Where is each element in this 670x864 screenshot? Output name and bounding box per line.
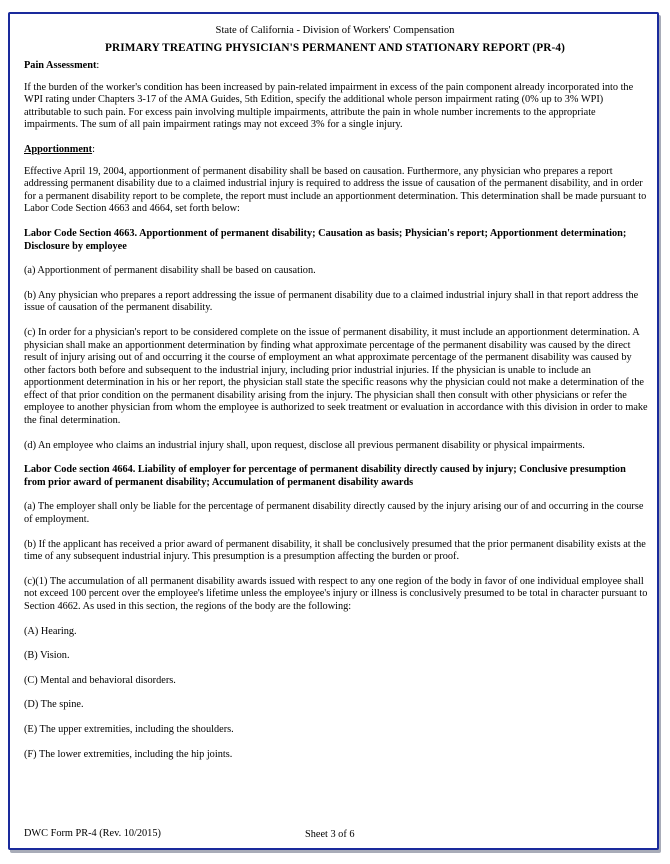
section-4663-c: (c) In order for a physician's report to be considered complete on the issue of permanent disability, it must include an apportionment determination. A physician shall make an apportionment determination by finding what approximate percentage of the permanent disability was caused by the direct result of injury arising out of and occurring it the course of employment an what approximate percentage of the permanent disability was caused by other factors both before and subsequent to the industrial injury, including prior industrial injuries. If the physician is unable to include an apportionment determination in his or her report, the physician stall state the specific reasons why the physician could not make a determination of the effect of that prior condition on the permanent disability arising from the injury. The physician shall then consult with other physicians or refer the employee to another physician from whom the employee is authorized to seek treatment or evaluation in accordance with this division in order to make the final determination.	[24, 326, 648, 427]
region-upper-extremities: (E) The upper extremities, including the shoulders.	[24, 723, 234, 735]
section-4663-a: (a) Apportionment of permanent disability shall be based on causation.	[24, 265, 316, 277]
section-4663-d: (d) An employee who claims an industrial injury shall, upon request, disclose all previous permanent disability or physical impairments.	[24, 439, 585, 451]
region-spine: (D) The spine.	[24, 699, 84, 711]
pain-assessment-heading: Pain Assessment:	[24, 60, 100, 71]
region-hearing: (A) Hearing.	[24, 625, 77, 637]
region-vision: (B) Vision.	[24, 650, 70, 662]
section-4664-c1: (c)(1) The accumulation of all permanent disability awards issued with respect to any one region of the body in favor of one individual employee shall not exceed 100 percent over the employee's lifetime unless the employee's injury or illness is conclusively presumed to be total in character pursuant to Section 4662. As used in this section, the regions of the body are the following:	[24, 575, 648, 612]
section-4663-heading: Labor Code Section 4663. Apportionment of permanent disability; Causation as basis; Physician's report; Apportionment determination; Disclosure by employee	[24, 227, 627, 252]
region-lower-extremities: (F) The lower extremities, including the hip joints.	[24, 748, 233, 760]
apportionment-intro: Effective April 19, 2004, apportionment of permanent disability shall be based on causation. Furthermore, any physician who prepares a report addressing permanent disability due to a claimed industrial injury is required to address the issue of causation of the permanent disability, and in order for a permanent disability report to be complete, the report must include an apportionment determination. This determination shall be made pursuant to Labor Code Section 4663 and 4664, set forth below:	[24, 165, 647, 215]
section-4663-b: (b) Any physician who prepares a report addressing the issue of permanent disability due to a claimed industrial injury shall in that report address the issue of causation of the permanent disability.	[24, 289, 639, 314]
section-4664-heading: Labor Code section 4664. Liability of employer for percentage of permanent disability directly caused by injury; Conclusive presumption from prior award of permanent disability; Accumulation of permanent disability awards	[24, 464, 626, 488]
form-title: PRIMARY TREATING PHYSICIAN'S PERMANENT AND STATIONARY REPORT (PR-4)	[104, 42, 566, 54]
sheet-number: Sheet 3 of 6	[305, 829, 355, 840]
document-body	[24, 60, 648, 761]
form-revision: DWC Form PR-4 (Rev. 10/2015)	[24, 828, 161, 839]
apportionment-heading: Apportionment:	[24, 143, 95, 155]
section-4664-b: (b) If the applicant has received a prior award of permanent disability, it shall be conclusively presumed that the prior permanent disability exists at the time of any subsequent industrial injury. This presumption is a presumption affecting the burden or proof.	[24, 538, 646, 563]
region-mental: (C) Mental and behavioral disorders.	[24, 674, 176, 686]
pain-assessment-text: If the burden of the worker's condition has been increased by pain-related impairment in excess of the pain component already incorporated into the WPI rating under Chapters 3-17 of the AMA Guides, 5th Edition, specify the additional whole person impairment rating (0% up to 3% WPI) attributable to such pain. For excess pain involving multiple impairments, attribute the pain in whole number increments to the appropriate impairments. The sum of all pain impairment ratings may not exceed 3% for a single injury.	[24, 81, 634, 131]
section-4664-a: (a) The employer shall only be liable for the percentage of permanent disability directly caused by the injury arising our of and occurring in the course of employment.	[24, 501, 644, 526]
agency-header: State of California - Division of Workers' Compensation	[215, 25, 455, 36]
